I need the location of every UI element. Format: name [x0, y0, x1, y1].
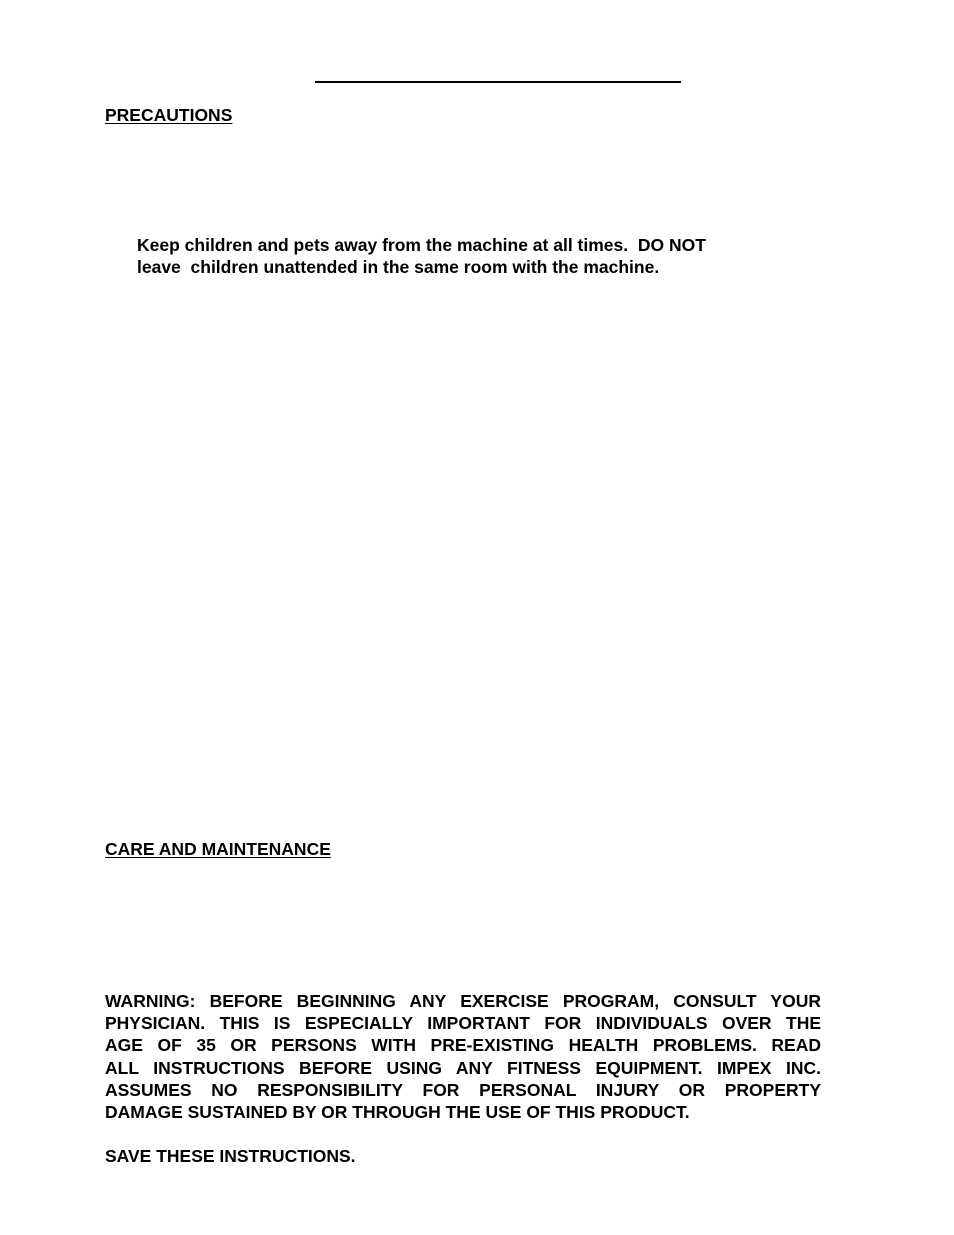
- precaution-line: Keep children and pets away from the machine at all times. DO NOT: [137, 235, 706, 255]
- precaution-item: [137, 234, 777, 278]
- header-rule: [315, 81, 681, 83]
- warning-line: DAMAGE SUSTAINED BY OR THROUGH THE USE OF THIS PRODUCT.: [105, 1102, 690, 1123]
- warning-line: WARNING: BEFORE BEGINNING ANY EXERCISE PROGRAM, CONSULT YOUR: [105, 991, 821, 1011]
- warning-paragraph: [105, 990, 821, 1123]
- precaution-line: leave children unattended in the same room with the machine.: [137, 257, 660, 277]
- warning-line: AGE OF 35 OR PERSONS WITH PRE-EXISTING HEALTH PROBLEMS. READ: [105, 1035, 821, 1056]
- warning-line: ASSUMES NO RESPONSIBILITY FOR PERSONAL INJURY OR PROPERTY: [105, 1079, 821, 1100]
- save-instructions-note: SAVE THESE INSTRUCTIONS.: [105, 1146, 356, 1166]
- precautions-heading: PRECAUTIONS: [105, 105, 233, 125]
- warning-line: ALL INSTRUCTIONS BEFORE USING ANY FITNESS EQUIPMENT. IMPEX INC.: [105, 1057, 821, 1078]
- warning-line: PHYSICIAN. THIS IS ESPECIALLY IMPORTANT FOR INDIVIDUALS OVER THE: [105, 1013, 821, 1034]
- care-maintenance-heading: CARE AND MAINTENANCE: [105, 839, 331, 859]
